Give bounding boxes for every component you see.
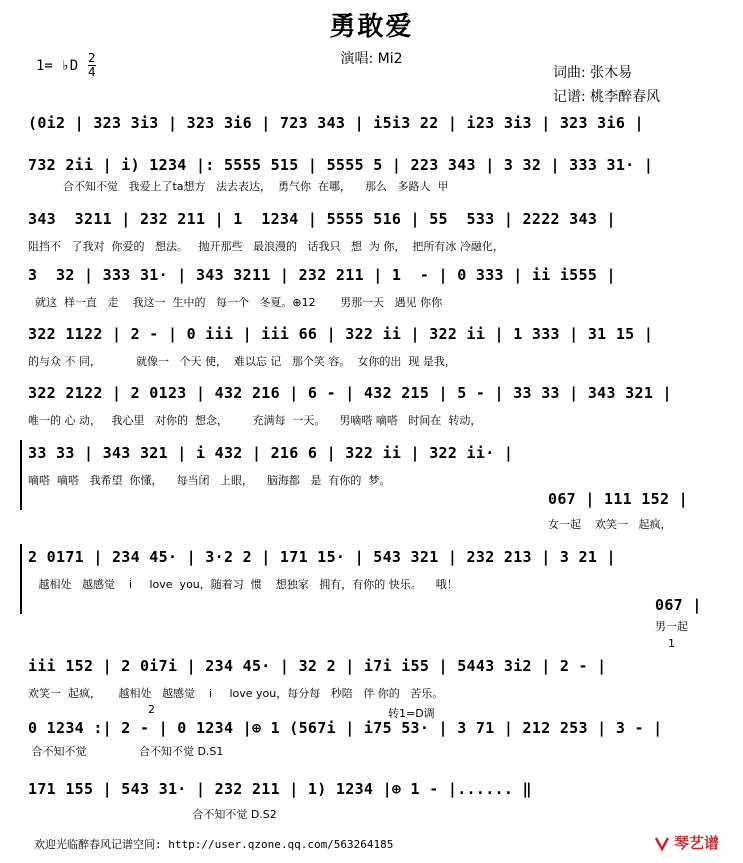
notation-line: 322 2122 | 2 0123 | 432 216 | 6 - | 432 215 | 5 - | 33 33 | 343 321 |: [28, 384, 672, 402]
footer-url: 欢迎光临醉春风记谱空间: http://user.qzone.qq.com/563264185: [34, 838, 394, 851]
notation-line: iii 152 | 2 0i7i | 234 45· | 32 2 | i7i i55 | 5443 3i2 | 2 - |: [28, 657, 607, 675]
key-signature: 1= ♭D: [36, 58, 79, 74]
notation-line: 732 2ii | i) 1234 |: 5555 515 | 5555 5 | 223 343 | 3 32 | 333 31· |: [28, 156, 654, 174]
notation-line: 0 1234 :| 2 - | 0 1234 |⊕ 1 (567i | i75 53· | 3 71 | 212 253 | 3 - |: [28, 719, 663, 737]
lyric-line: 合不知不觉 我爱上了ta想方 法去表达， 勇气你 在哪， 那么 多路人 甲: [28, 180, 449, 193]
lyric-line: 欢笑一 起疯， 越相处 越感觉 i love you，每分每 秒陪 伴 你的 苦乐。: [28, 687, 444, 700]
time-signature: [88, 52, 96, 79]
lyric-line: 女一起 欢笑一 起疯，: [548, 518, 672, 531]
notation-line: 3 32 | 333 31· | 343 3211 | 232 211 | 1 - | 0 333 | ii i555 |: [28, 266, 616, 284]
volta-2-label: 2: [148, 703, 155, 716]
notation-line: 067 |: [655, 596, 702, 614]
lyric-line: 的与众 不 同， 就像一 个天 使， 难以忘 记 那个笑 容。 女你的出 现 是我，: [28, 355, 456, 368]
notation-line: 171 155 | 543 31· | 232 211 | 1) 1234 |⊕ 1 - |...... ‖: [28, 780, 532, 798]
song-title: 勇敢爱: [329, 12, 414, 42]
music-note-icon: [653, 834, 671, 852]
lyricist-credit: 词曲: 张木易: [553, 65, 633, 81]
singer-credit: 演唱: Mi2: [340, 51, 403, 67]
notation-line: 067 | 111 152 |: [548, 490, 688, 508]
notation-line: 322 1122 | 2 - | 0 iii | iii 66 | 322 ii | 322 ii | 1 333 | 31 15 |: [28, 325, 654, 343]
lyric-line: 就这 样一直 走 我这一 生中的 每一个 冬夏。⊕12 男那一天 遇见 你你: [28, 296, 443, 309]
lyric-line: 嘀嗒 嘀嗒 我希望 你懂， 每当闭 上眼， 脑海都 是 有你的 梦。: [28, 474, 391, 487]
logo-text: 琴艺谱: [674, 834, 720, 852]
notation-line: 33 33 | 343 321 | i 432 | 216 6 | 322 ii | 322 ii· |: [28, 444, 514, 462]
lyric-line: 越相处 越感觉 i love you，随着习 惯 想独家 拥有，有你的 快乐。 哦！: [28, 578, 458, 591]
lyric-line: 男一起: [655, 620, 688, 633]
notation-line: 2 0171 | 234 45· | 3·2 2 | 171 15· | 543 321 | 232 213 | 3 21 |: [28, 548, 616, 566]
notation-line: (0i2 | 323 3i3 | 323 3i6 | 723 343 | i5i3 22 | i23 3i3 | 323 3i6 |: [28, 114, 644, 132]
meter-numerator: 2: [88, 51, 96, 65]
lyric-line: 阻挡不 了我对 你爱的 想法。 抛开那些 最浪漫的 话我只 想 为 你， 把所有冰 冷融化，: [28, 240, 504, 253]
transcriber-credit: 记谱: 桃李醉春风: [553, 89, 661, 105]
lyric-line: 合不知不觉 D.S2: [28, 808, 277, 821]
system-bracket: [20, 544, 22, 614]
lyric-line: 合不知不觉 合不知不觉 D.S1: [28, 745, 224, 758]
notation-line: 343 3211 | 232 211 | 1 1234 | 5555 516 | 55 533 | 2222 343 |: [28, 210, 616, 228]
meter-denominator: 4: [88, 65, 96, 79]
site-logo: [653, 832, 719, 853]
lyric-line: 唯一的 心 动， 我心里 对你的 想念， 充满每 一天。 男嘀嗒 嘀嗒 时间在 转动，: [28, 414, 482, 427]
modulation-mark: 转1=D调: [388, 707, 435, 720]
volta-1-label: 1: [668, 637, 675, 650]
system-bracket: [20, 440, 22, 510]
